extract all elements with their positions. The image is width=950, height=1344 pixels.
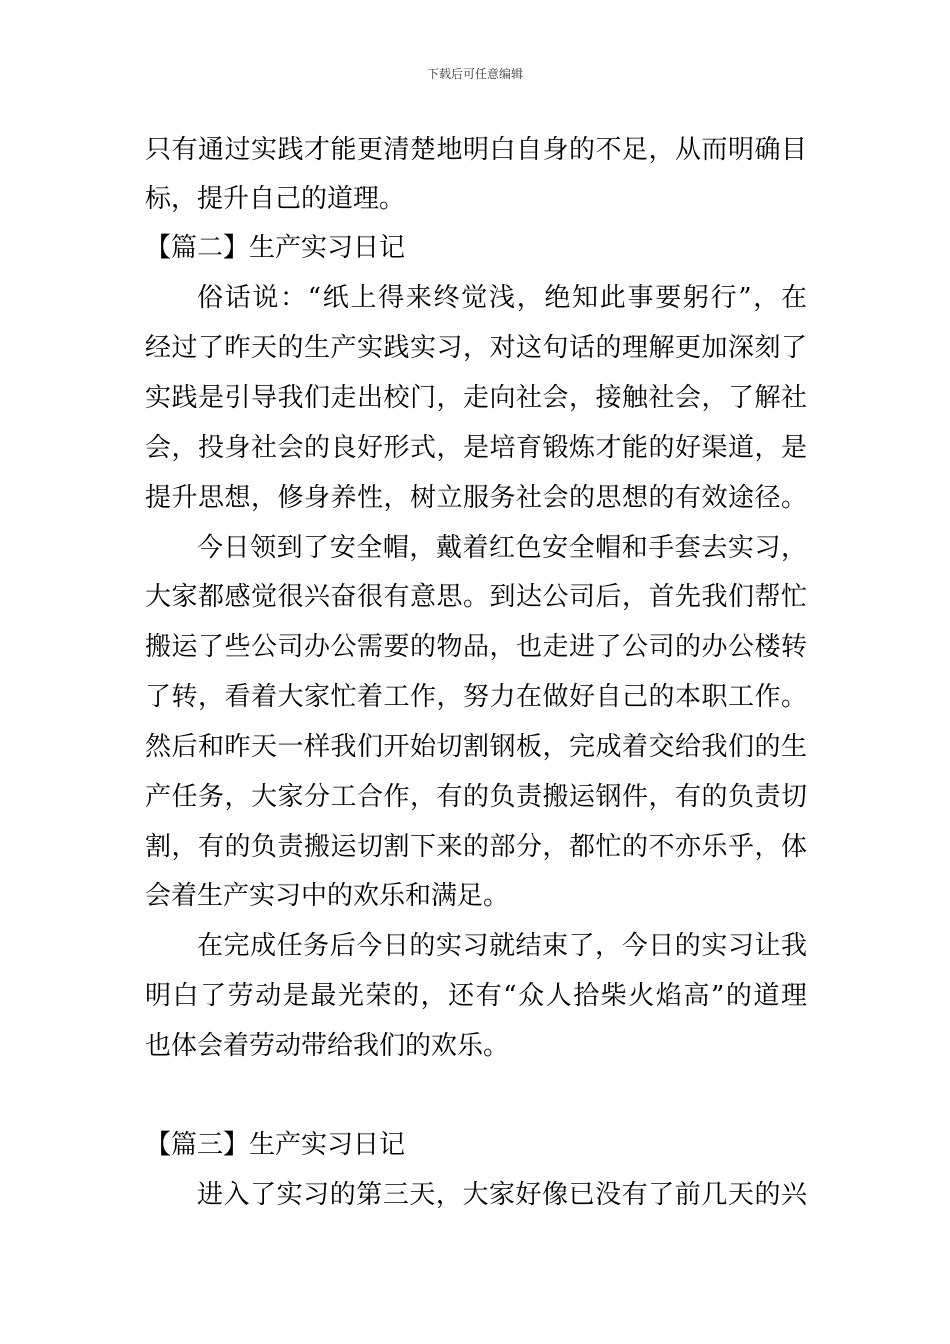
text-line: 在完成任务后今日的实习就结束了，今日的实习让我 xyxy=(197,931,807,961)
text-line: 会，投身社会的良好形式，是培育锻炼才能的好渠道，是 xyxy=(145,433,807,463)
text-line: 今日领到了安全帽，戴着红色安全帽和手套去实习， xyxy=(197,533,807,563)
text-line: 搬运了些公司办公需要的物品，也走进了公司的办公楼转 xyxy=(145,632,807,662)
text-line: 了转，看着大家忙着工作，努力在做好自己的本职工作。 xyxy=(145,682,807,712)
text-line: 实践是引导我们走出校门，走向社会，接触社会，了解社 xyxy=(145,383,807,413)
page-header: 下载后可任意编辑 xyxy=(426,67,523,81)
text-line: 提升思想，修身养性，树立服务社会的思想的有效途径。 xyxy=(145,483,807,513)
text-line: 明白了劳动是最光荣的，还有“众人拾柴火焰高”的道理 xyxy=(145,981,807,1011)
text-line: 进入了实习的第三天，大家好像已没有了前几天的兴 xyxy=(197,1180,807,1210)
text-line: 割，有的负责搬运切割下来的部分，都忙的不亦乐乎，体 xyxy=(145,832,807,862)
text-line: 俗话说：“纸上得来终觉浅，绝知此事要躬行”，在 xyxy=(197,283,807,313)
text-line: 产任务，大家分工合作，有的负责搬运钢件，有的负责切 xyxy=(145,782,807,812)
text-line: 标，提升自己的道理。 xyxy=(145,184,406,214)
text-line: 然后和昨天一样我们开始切割钢板，完成着交给我们的生 xyxy=(145,732,807,762)
section-heading: 【篇二】生产实习日记 xyxy=(145,233,406,263)
text-line: 经过了昨天的生产实践实习，对这句话的理解更加深刻了 xyxy=(145,333,807,363)
text-line: 只有通过实践才能更清楚地明白自身的不足，从而明确目 xyxy=(145,135,807,165)
text-line: 也体会着劳动带给我们的欢乐。 xyxy=(145,1031,510,1061)
section-heading: 【篇三】生产实习日记 xyxy=(145,1130,406,1160)
text-line: 大家都感觉很兴奋很有意思。到达公司后，首先我们帮忙 xyxy=(145,582,807,612)
text-line: 会着生产实习中的欢乐和满足。 xyxy=(145,881,510,911)
